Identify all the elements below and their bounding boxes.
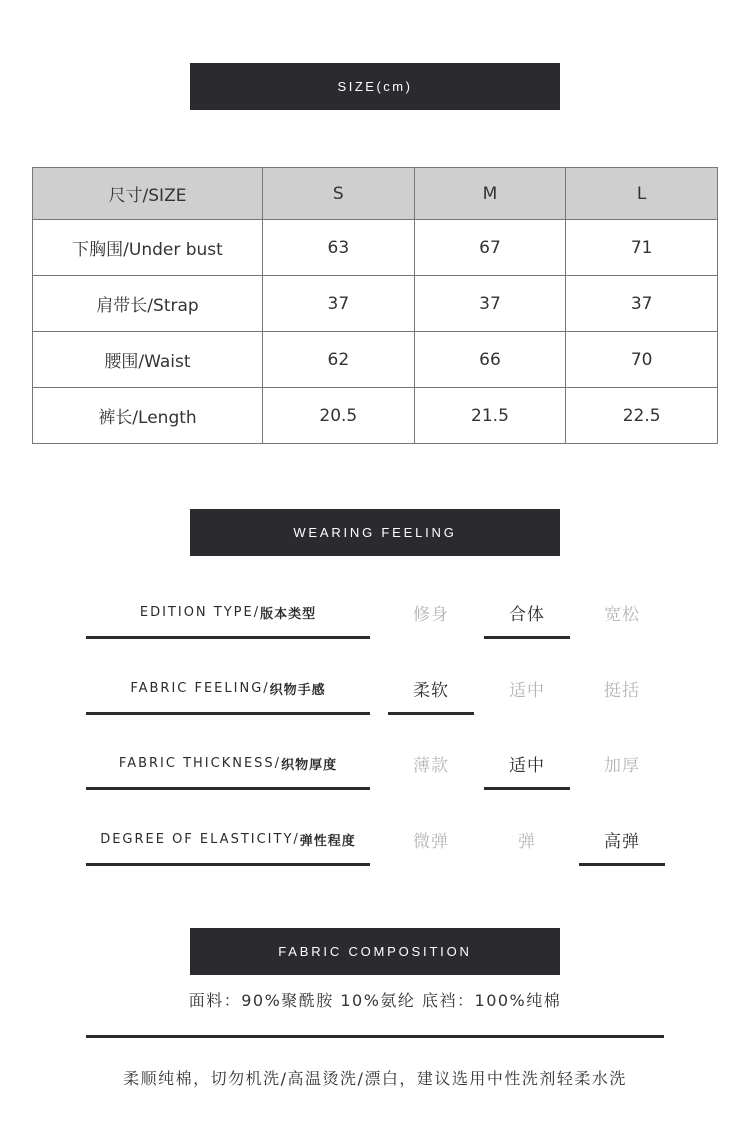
size-banner (190, 63, 560, 110)
table-cell: 70 (566, 332, 718, 388)
table-row (33, 388, 718, 444)
size-table (32, 167, 718, 444)
feel-label-en: EDITION TYPE/ (139, 604, 261, 620)
feel-option: 薄款 (413, 755, 449, 776)
feel-option: 微弹 (413, 831, 449, 852)
header-cell-l: L (566, 168, 718, 220)
table-row (33, 332, 718, 388)
table-cell: 22.5 (566, 388, 718, 444)
feel-row-edition-type (0, 588, 750, 640)
wearing-feeling-banner (190, 509, 560, 556)
fabric-composition-title: FABRIC COMPOSITION (278, 944, 472, 959)
feel-label-en: DEGREE OF ELASTICITY/ (100, 831, 300, 847)
feel-label-cn: 版本类型 (260, 606, 317, 622)
feel-label-cn: 织物手感 (269, 682, 326, 698)
table-cell: 37 (263, 276, 415, 332)
feel-option: 加厚 (604, 755, 640, 776)
table-cell: 67 (414, 220, 566, 276)
size-table-header (33, 168, 718, 220)
feel-label-en: FABRIC FEELING/ (130, 680, 270, 696)
header-cell-m: M (414, 168, 566, 220)
row-label: 下胸围/Under bust (33, 220, 263, 276)
table-cell: 21.5 (414, 388, 566, 444)
feel-label (86, 664, 370, 715)
feel-label-cn: 织物厚度 (281, 757, 338, 773)
table-cell: 71 (566, 220, 718, 276)
care-instructions: 柔顺纯棉，切勿机洗/高温烫洗/漂白，建议选用中性洗剂轻柔水洗 (123, 1069, 627, 1088)
feel-option: 挺括 (604, 680, 640, 701)
feel-label-cn: 弹性程度 (299, 833, 356, 849)
feel-row-elasticity (0, 815, 750, 867)
wearing-feeling-title: WEARING FEELING (293, 525, 457, 540)
feel-option-selected: 高弹 (579, 815, 665, 866)
table-cell: 37 (566, 276, 718, 332)
table-cell: 62 (263, 332, 415, 388)
composition-text: 面料：90%聚酰胺 10%氨纶 底裆：100%纯棉 (188, 991, 562, 1010)
feel-option: 弹 (518, 831, 536, 852)
feel-row-fabric-feeling (0, 664, 750, 716)
size-banner-title: SIZE(cm) (337, 79, 413, 94)
divider (86, 1035, 664, 1038)
fabric-composition-banner (190, 928, 560, 975)
row-label: 腰围/Waist (33, 332, 263, 388)
table-cell: 66 (414, 332, 566, 388)
feel-label-en: FABRIC THICKNESS/ (118, 755, 282, 771)
feel-option: 宽松 (604, 604, 640, 625)
table-cell: 20.5 (263, 388, 415, 444)
table-cell: 37 (414, 276, 566, 332)
table-cell: 63 (263, 220, 415, 276)
feel-option-selected: 适中 (484, 739, 570, 790)
row-label: 裤长/Length (33, 388, 263, 444)
feel-option: 修身 (413, 604, 449, 625)
feel-label (86, 739, 370, 790)
feel-option: 适中 (509, 680, 545, 701)
feel-option-selected: 柔软 (388, 664, 474, 715)
table-row (33, 220, 718, 276)
header-cell-s: S (263, 168, 415, 220)
feel-label (86, 588, 370, 639)
feel-label (86, 815, 370, 866)
header-cell-size: 尺寸/SIZE (33, 168, 263, 220)
feel-row-fabric-thickness (0, 739, 750, 791)
table-row (33, 276, 718, 332)
row-label: 肩带长/Strap (33, 276, 263, 332)
feel-option-selected: 合体 (484, 588, 570, 639)
